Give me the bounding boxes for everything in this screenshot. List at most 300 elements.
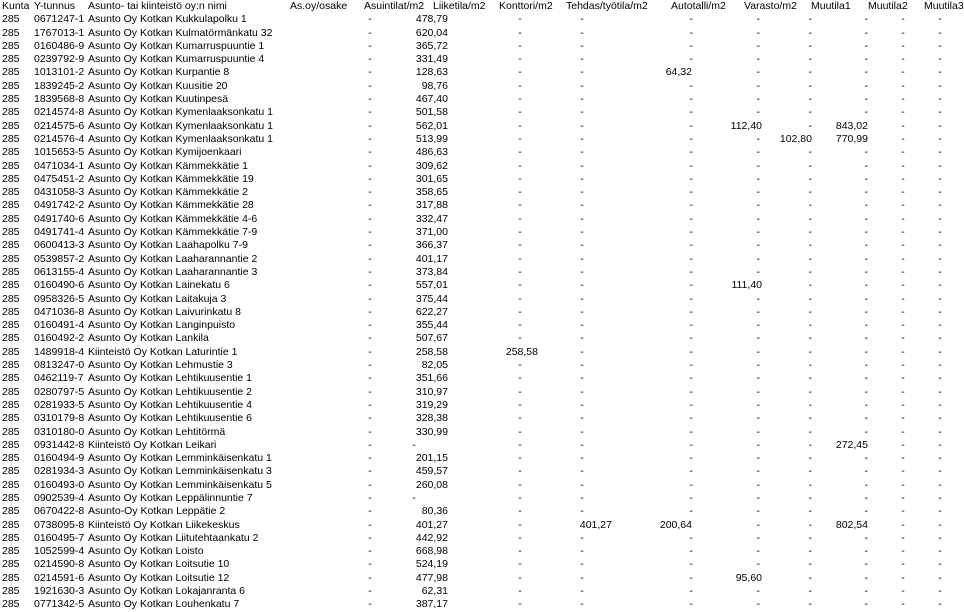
column-header: Y-tunnus — [34, 0, 76, 12]
table-cell: - — [864, 319, 868, 332]
table-cell: - — [901, 172, 905, 185]
table-row — [0, 120, 959, 133]
table-cell: - — [518, 53, 522, 66]
table-cell: Asunto Oy Kotkan Kurpantie 8 — [88, 66, 230, 79]
table-cell: - — [580, 598, 584, 611]
table-cell: 401,17 — [415, 252, 448, 265]
table-cell: - — [808, 79, 812, 92]
table-cell: - — [901, 265, 905, 278]
table-cell: - — [864, 478, 868, 491]
table-cell: - — [368, 305, 372, 318]
table-cell: 387,17 — [415, 598, 448, 611]
table-cell: - — [518, 279, 522, 292]
table-cell: - — [518, 558, 522, 571]
table-cell: - — [808, 505, 812, 518]
table-cell: - — [938, 172, 942, 185]
table-cell: 285 — [2, 452, 20, 465]
table-cell: - — [580, 452, 584, 465]
table-cell: - — [518, 186, 522, 199]
table-cell: - — [368, 79, 372, 92]
table-cell: - — [580, 332, 584, 345]
table-cell: - — [901, 212, 905, 225]
table-cell: - — [518, 438, 522, 451]
table-cell: - — [756, 558, 760, 571]
table-cell: - — [808, 53, 812, 66]
table-cell: - — [901, 478, 905, 491]
table-cell: - — [368, 518, 372, 531]
table-cell: - — [689, 345, 693, 358]
table-cell: 0539857-2 — [34, 252, 85, 265]
table-cell: 442,92 — [415, 531, 448, 544]
table-cell: - — [580, 505, 584, 518]
table-cell: - — [580, 199, 584, 212]
table-cell: - — [689, 558, 693, 571]
table-cell: - — [938, 585, 942, 598]
table-row — [0, 186, 959, 199]
table-row — [0, 386, 959, 399]
table-cell: - — [901, 531, 905, 544]
table-cell: - — [518, 491, 522, 504]
table-cell: - — [368, 531, 372, 544]
table-cell: - — [864, 359, 868, 372]
table-cell: - — [518, 412, 522, 425]
table-cell: 0160494-9 — [34, 452, 85, 465]
table-cell: - — [938, 39, 942, 52]
table-cell: - — [580, 146, 584, 159]
table-cell: Asunto Oy Kotkan Loitsutie 12 — [88, 571, 230, 584]
table-cell: - — [756, 13, 760, 26]
table-cell: - — [518, 226, 522, 239]
table-cell: 0280797-5 — [34, 385, 85, 398]
table-cell: - — [412, 438, 416, 451]
table-cell: - — [368, 372, 372, 385]
table-cell: 1015653-5 — [34, 146, 85, 159]
table-cell: - — [808, 186, 812, 199]
table-cell: - — [901, 319, 905, 332]
table-cell: - — [368, 146, 372, 159]
table-cell: - — [756, 491, 760, 504]
table-cell: - — [864, 146, 868, 159]
table-cell: 0491741-4 — [34, 226, 85, 239]
table-cell: 0160491-4 — [34, 319, 85, 332]
table-cell: - — [689, 39, 693, 52]
table-cell: - — [901, 13, 905, 26]
table-row — [0, 532, 959, 545]
table-cell: - — [864, 66, 868, 79]
table-cell: - — [580, 359, 584, 372]
table-cell: - — [864, 79, 868, 92]
table-cell: 112,40 — [730, 119, 762, 132]
table-cell: - — [901, 398, 905, 411]
table-cell: - — [756, 226, 760, 239]
table-cell: 332,47 — [415, 212, 448, 225]
table-cell: - — [901, 252, 905, 265]
table-cell: 1052599-4 — [34, 545, 85, 558]
table-cell: - — [938, 79, 942, 92]
table-row — [0, 426, 959, 439]
table-cell: 0931442-8 — [34, 438, 85, 451]
table-cell: 467,40 — [415, 93, 448, 106]
table-cell: - — [580, 265, 584, 278]
table-cell: - — [689, 132, 693, 145]
table-cell: 330,99 — [415, 425, 448, 438]
table-cell: 1839568-8 — [34, 93, 85, 106]
table-row — [0, 585, 959, 598]
table-cell: - — [689, 93, 693, 106]
table-cell: - — [808, 66, 812, 79]
table-cell: - — [756, 305, 760, 318]
table-cell: - — [864, 239, 868, 252]
table-cell: - — [518, 265, 522, 278]
table-cell: - — [689, 186, 693, 199]
table-cell: - — [938, 26, 942, 39]
table-cell: - — [689, 252, 693, 265]
table-cell: 285 — [2, 106, 20, 119]
table-cell: 366,37 — [415, 239, 448, 252]
table-cell: 486,63 — [415, 146, 448, 159]
table-cell: Asunto Oy Kotkan Lankila — [88, 332, 209, 345]
table-cell: - — [756, 531, 760, 544]
table-cell: - — [689, 319, 693, 332]
table-cell: - — [756, 545, 760, 558]
table-cell: 0310180-0 — [34, 425, 85, 438]
table-row — [0, 53, 959, 66]
table-cell: - — [689, 452, 693, 465]
table-cell: - — [808, 26, 812, 39]
table-cell: - — [938, 398, 942, 411]
table-cell: - — [808, 345, 812, 358]
table-cell: - — [756, 265, 760, 278]
table-cell: - — [901, 585, 905, 598]
table-cell: 285 — [2, 518, 20, 531]
table-cell: - — [938, 279, 942, 292]
table-cell: - — [518, 199, 522, 212]
table-cell: - — [756, 93, 760, 106]
table-cell: - — [938, 146, 942, 159]
table-cell: - — [580, 545, 584, 558]
table-cell: - — [518, 372, 522, 385]
table-cell: - — [368, 252, 372, 265]
table-row — [0, 13, 959, 26]
table-cell: - — [808, 93, 812, 106]
table-cell: - — [808, 119, 812, 132]
table-cell: - — [938, 13, 942, 26]
table-row — [0, 173, 959, 186]
table-cell: - — [808, 252, 812, 265]
table-cell: - — [689, 505, 693, 518]
table-cell: - — [518, 571, 522, 584]
table-cell: Asunto-Oy Kotkan Leppätie 2 — [88, 505, 226, 518]
table-cell: - — [864, 13, 868, 26]
table-cell: - — [938, 558, 942, 571]
table-cell: - — [808, 305, 812, 318]
table-cell: - — [808, 265, 812, 278]
table-row — [0, 519, 959, 532]
column-header: Konttori/m2 — [499, 0, 553, 12]
table-cell: - — [938, 93, 942, 106]
table-cell: 310,97 — [415, 385, 448, 398]
table-cell: - — [938, 132, 942, 145]
table-cell: 319,29 — [415, 398, 448, 411]
table-cell: - — [580, 239, 584, 252]
table-cell: Asunto Oy Kotkan Kämmekkätie 2 — [88, 186, 248, 199]
column-header: Autotalli/m2 — [671, 0, 726, 12]
table-cell: - — [412, 491, 416, 504]
table-cell: - — [368, 385, 372, 398]
table-cell: 0613155-4 — [34, 265, 85, 278]
table-cell: - — [756, 292, 760, 305]
table-cell: 62,31 — [421, 585, 448, 598]
table-cell: - — [938, 425, 942, 438]
table-cell: Asunto Oy Kotkan Laivurinkatu 8 — [88, 305, 241, 318]
table-cell: - — [368, 491, 372, 504]
table-row — [0, 40, 959, 53]
table-cell: - — [901, 239, 905, 252]
table-cell: 557,01 — [415, 279, 448, 292]
table-cell: Asunto Oy Kotkan Kämmekkätie 19 — [88, 172, 254, 185]
table-cell: - — [901, 93, 905, 106]
table-cell: 0475451-2 — [34, 172, 85, 185]
table-cell: 459,57 — [415, 465, 448, 478]
table-cell: - — [368, 505, 372, 518]
table-cell: - — [938, 305, 942, 318]
table-cell: 285 — [2, 26, 20, 39]
table-cell: - — [938, 465, 942, 478]
table-cell: - — [808, 172, 812, 185]
table-cell: - — [580, 585, 584, 598]
table-cell: - — [689, 106, 693, 119]
table-cell: - — [938, 199, 942, 212]
table-cell: 285 — [2, 212, 20, 225]
table-cell: - — [689, 79, 693, 92]
table-cell: 285 — [2, 39, 20, 52]
table-cell: - — [368, 132, 372, 145]
table-row — [0, 160, 959, 173]
table-cell: - — [580, 132, 584, 145]
table-cell: - — [368, 265, 372, 278]
table-cell: Asunto Oy Kotkan Kämmekkätie 1 — [88, 159, 248, 172]
table-cell: 285 — [2, 345, 20, 358]
table-cell: - — [901, 558, 905, 571]
table-cell: - — [756, 159, 760, 172]
table-cell: - — [938, 106, 942, 119]
table-row — [0, 226, 959, 239]
table-cell: Asunto Oy Kotkan Laitakuja 3 — [88, 292, 227, 305]
table-cell: 0281933-5 — [34, 398, 85, 411]
table-cell: - — [689, 265, 693, 278]
table-cell: Asunto Oy Kotkan Lehmustie 3 — [88, 359, 233, 372]
table-cell: Asunto Oy Kotkan Laahapolku 7-9 — [88, 239, 248, 252]
table-cell: - — [901, 106, 905, 119]
table-row — [0, 293, 959, 306]
table-cell: - — [689, 53, 693, 66]
table-cell: - — [756, 518, 760, 531]
table-cell: - — [689, 491, 693, 504]
table-cell: - — [580, 438, 584, 451]
table-cell: Asunto Oy Kotkan Lehtitörmä — [88, 425, 226, 438]
table-cell: 478,79 — [415, 13, 448, 26]
table-cell: - — [368, 545, 372, 558]
table-row — [0, 199, 959, 212]
table-cell: 0160495-7 — [34, 531, 85, 544]
table-cell: - — [864, 372, 868, 385]
table-cell: 371,00 — [415, 226, 448, 239]
table-cell: 285 — [2, 66, 20, 79]
table-cell: 0214576-4 — [34, 132, 85, 145]
table-cell: - — [901, 199, 905, 212]
table-cell: - — [518, 13, 522, 26]
table-cell: 351,66 — [415, 372, 448, 385]
table-cell: - — [368, 279, 372, 292]
table-cell: - — [368, 478, 372, 491]
table-cell: - — [580, 425, 584, 438]
table-cell: - — [368, 13, 372, 26]
table-cell: Asunto Oy Kotkan Kukkulapolku 1 — [88, 13, 247, 26]
table-cell: - — [368, 53, 372, 66]
table-cell: - — [518, 305, 522, 318]
table-cell: - — [864, 545, 868, 558]
table-cell: - — [518, 452, 522, 465]
table-cell: - — [938, 598, 942, 611]
table-cell: Asunto Oy Kotkan Loisto — [88, 545, 204, 558]
table-cell: - — [938, 505, 942, 518]
table-cell: - — [808, 425, 812, 438]
table-cell: - — [689, 438, 693, 451]
table-cell: 260,08 — [415, 478, 448, 491]
table-cell: - — [938, 412, 942, 425]
table-cell: 0462119-7 — [34, 372, 84, 385]
table-cell: - — [518, 26, 522, 39]
table-cell: 622,27 — [415, 305, 448, 318]
table-cell: - — [689, 531, 693, 544]
table-cell: - — [938, 252, 942, 265]
table-cell: Asunto Oy Kotkan Lemminkäisenkatu 3 — [88, 465, 272, 478]
table-cell: 285 — [2, 372, 20, 385]
table-row — [0, 479, 959, 492]
table-cell: 309,62 — [415, 159, 448, 172]
table-cell: - — [808, 159, 812, 172]
table-cell: - — [938, 265, 942, 278]
table-cell: 258,58 — [505, 345, 538, 358]
table-cell: - — [901, 132, 905, 145]
table-cell: - — [689, 571, 693, 584]
table-cell: Asunto Oy Kotkan Laaharannantie 2 — [88, 252, 258, 265]
table-cell: 285 — [2, 252, 20, 265]
table-cell: - — [368, 465, 372, 478]
table-cell: 373,84 — [415, 265, 448, 278]
table-cell: Asunto Oy Kotkan Kymenlaaksonkatu 1 — [88, 119, 274, 132]
table-cell: - — [518, 239, 522, 252]
table-cell: - — [938, 518, 942, 531]
table-cell: - — [756, 212, 760, 225]
table-cell: - — [864, 226, 868, 239]
table-cell: - — [808, 199, 812, 212]
table-cell: - — [808, 13, 812, 26]
table-row — [0, 372, 959, 385]
table-cell: - — [864, 412, 868, 425]
table-cell: - — [368, 186, 372, 199]
table-cell: - — [808, 372, 812, 385]
table-cell: - — [689, 412, 693, 425]
table-cell: 285 — [2, 491, 20, 504]
table-cell: - — [756, 478, 760, 491]
table-cell: - — [518, 172, 522, 185]
table-cell: - — [808, 518, 812, 531]
table-cell: - — [901, 571, 905, 584]
table-cell: - — [518, 79, 522, 92]
table-cell: - — [518, 585, 522, 598]
table-row — [0, 332, 959, 345]
table-row — [0, 346, 959, 359]
table-cell: - — [518, 545, 522, 558]
table-cell: Asunto Oy Kotkan Kuutinpesä — [88, 93, 229, 106]
table-cell: - — [808, 106, 812, 119]
table-cell: - — [368, 571, 372, 584]
table-cell: - — [580, 53, 584, 66]
table-cell: - — [368, 106, 372, 119]
table-cell: - — [689, 465, 693, 478]
table-cell: - — [689, 212, 693, 225]
table-cell: - — [901, 226, 905, 239]
table-cell: Asunto Oy Kotkan Kymijoenkaari — [88, 146, 242, 159]
table-cell: - — [580, 385, 584, 398]
table-cell: - — [580, 571, 584, 584]
table-cell: - — [518, 332, 522, 345]
table-cell: 285 — [2, 226, 20, 239]
table-cell: - — [368, 66, 372, 79]
table-cell: - — [580, 172, 584, 185]
table-cell: - — [580, 319, 584, 332]
table-cell: - — [368, 26, 372, 39]
table-cell: - — [756, 199, 760, 212]
table-cell: - — [580, 106, 584, 119]
table-cell: - — [518, 478, 522, 491]
table-cell: 358,65 — [415, 186, 448, 199]
table-cell: 0771342-5 — [34, 598, 85, 611]
table-cell: - — [580, 212, 584, 225]
table-cell: 524,19 — [415, 558, 448, 571]
table-cell: Asunto Oy Kotkan Loitsutie 10 — [88, 558, 230, 571]
table-cell: - — [756, 26, 760, 39]
table-cell: - — [756, 132, 760, 145]
table-cell: - — [808, 545, 812, 558]
table-cell: 501,58 — [415, 106, 448, 119]
table-cell: - — [518, 252, 522, 265]
table-row — [0, 412, 959, 425]
table-cell: - — [938, 119, 942, 132]
table-cell: - — [864, 199, 868, 212]
table-cell: - — [756, 398, 760, 411]
table-cell: - — [864, 106, 868, 119]
table-cell: 285 — [2, 558, 20, 571]
table-row — [0, 93, 959, 106]
table-cell: - — [756, 465, 760, 478]
table-cell: 0160490-6 — [34, 279, 85, 292]
table-cell: 477,98 — [415, 571, 448, 584]
column-header: Kunta — [2, 0, 30, 12]
table-cell: 285 — [2, 505, 20, 518]
table-cell: 285 — [2, 465, 20, 478]
table-cell: - — [689, 425, 693, 438]
table-cell: - — [756, 172, 760, 185]
table-cell: Asunto Oy Kotkan Leppälinnuntie 7 — [88, 491, 253, 504]
table-cell: - — [864, 332, 868, 345]
table-cell: - — [689, 119, 693, 132]
table-cell: 285 — [2, 531, 20, 544]
table-cell: 843,02 — [835, 119, 868, 132]
table-cell: - — [368, 119, 372, 132]
table-cell: - — [580, 372, 584, 385]
